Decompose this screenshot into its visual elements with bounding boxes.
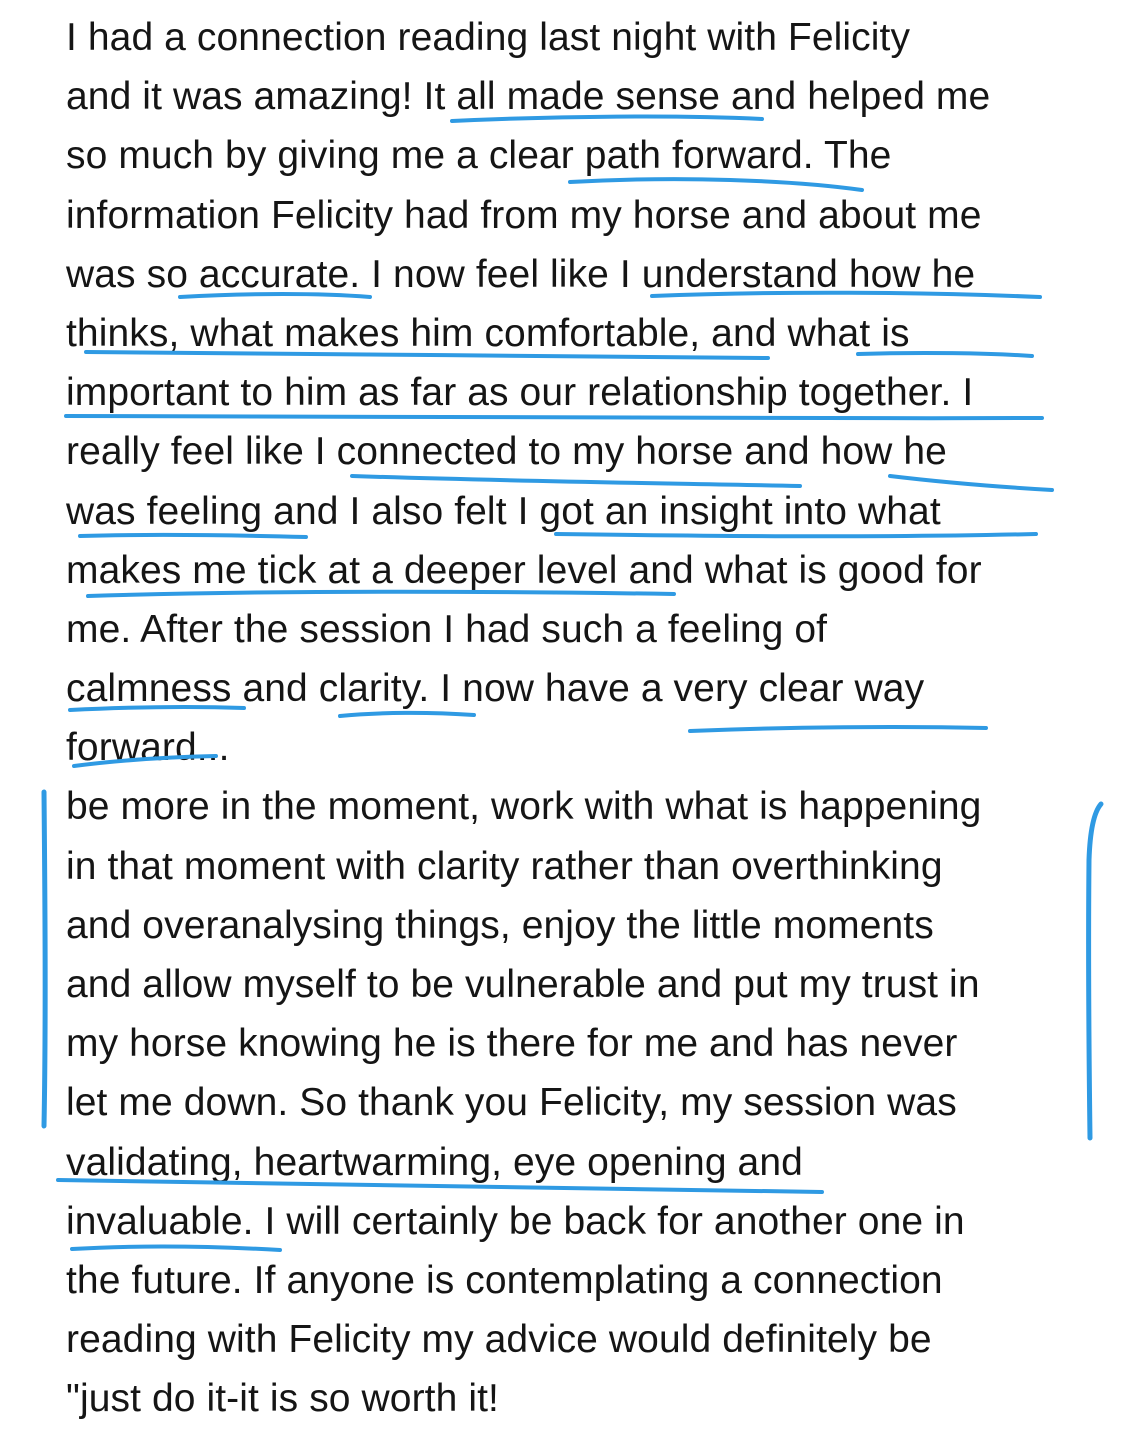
text-line: let me down. So thank you Felicity, my session was (66, 1081, 957, 1125)
text-line: the future. If anyone is contemplating a connection (66, 1258, 943, 1302)
text-line: validating, heartwarming, eye opening and (66, 1140, 803, 1184)
text-line: be more in the moment, work with what is happening (66, 785, 982, 829)
text-line: and overanalysing things, enjoy the little moments (66, 903, 934, 947)
text-line: reading with Felicity my advice would definitely be (66, 1318, 932, 1362)
text-line: really feel like I connected to my horse and how he (66, 430, 947, 474)
text-line: my horse knowing he is there for me and has never (66, 1022, 958, 1066)
text-line: makes me tick at a deeper level and what is good for (66, 548, 982, 592)
text-line: invaluable. I will certainly be back for another one in (66, 1199, 965, 1243)
testimonial-text (66, 8, 1116, 1429)
text-line: forward... (66, 726, 230, 770)
text-line: information Felicity had from my horse and about me (66, 193, 982, 237)
text-line: important to him as far as our relationship together. I (66, 371, 974, 415)
text-line: and allow myself to be vulnerable and put my trust in (66, 963, 980, 1006)
text-line: "just do it-it is so worth it! (66, 1377, 499, 1421)
text-line: and it was amazing! It all made sense and helped me (66, 75, 991, 119)
text-line: calmness and clarity. I now have a very clear way (66, 667, 925, 711)
text-line: I had a connection reading last night with Felicity (66, 16, 911, 59)
text-line: so much by giving me a clear path forward. The (66, 134, 892, 178)
text-line: was feeling and I also felt I got an insight into what (66, 489, 941, 533)
text-line: thinks, what makes him comfortable, and what is (66, 311, 910, 355)
bracket-mark (44, 792, 45, 1126)
text-line: in that moment with clarity rather than overthinking (66, 844, 943, 888)
text-line: me. After the session I had such a feeling of (66, 607, 828, 651)
text-line: was so accurate. I now feel like I understand how he (66, 252, 976, 296)
